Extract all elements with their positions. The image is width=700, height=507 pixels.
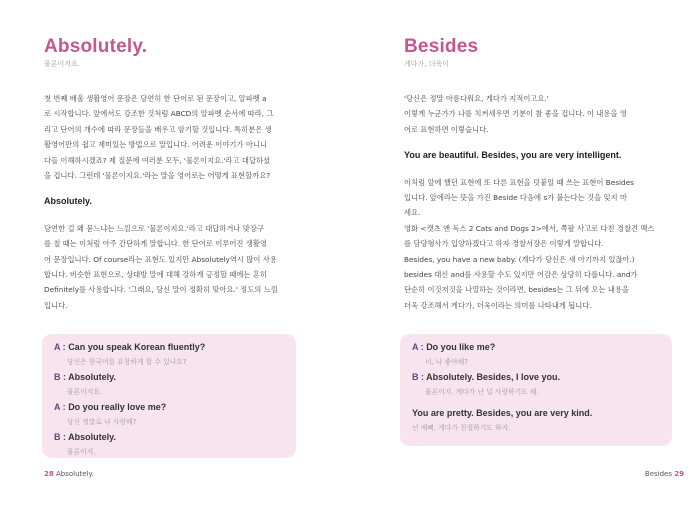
text-line: 단순히 이것저것을 나열하는 것이라면, besides는 그 뒤에 오는 내용을	[404, 285, 629, 295]
text-line: 어 문장입니다. Of course라는 표현도 있지만 Absolutely역시 많이 사용	[44, 254, 277, 264]
text-line: 어로 표현하면 이렇습니다.	[404, 124, 489, 134]
dialog-korean: 당신 정말로 나 사랑해?	[67, 418, 137, 426]
body-text	[404, 91, 676, 313]
text-line: 로 시작합니다. 앞에서도 강조한 것처럼 ABCD의 알파벳 순서에 따라, 그	[44, 109, 274, 119]
dialog-english: Absolutely.	[68, 372, 117, 382]
dialog-korean: 물론이지요.	[67, 388, 102, 396]
speaker-label: A :	[412, 342, 424, 352]
dialog-line	[400, 342, 672, 366]
dialog-english: Absolutely. Besides, I love you.	[426, 372, 561, 382]
text-line: 더욱 강조해서 게다가, 더욱이라는 의미를 나타내게 됩니다.	[404, 300, 592, 310]
dialog-line	[42, 432, 296, 456]
page-footer	[44, 470, 94, 478]
text-line: 을 겁니다. 그런데 '물론이지요.'라는 말을 영어로는 어떻게 표현할까요?	[44, 171, 271, 181]
dialog-korean: 물론이지. 게다가 난 널 사랑하기도 해.	[425, 388, 539, 396]
text-line: 이처럼 앞에 했던 표현에 또 다른 표현을 덧붙일 때 쓰는 표현이 Besides	[404, 177, 634, 187]
paragraph-explanation	[404, 175, 676, 314]
dialog-line	[42, 342, 296, 366]
right-page	[350, 0, 700, 507]
paragraph-intro	[44, 91, 314, 183]
text-line: 리고 단어의 개수에 따라 문장들을 배우고 암기할 것입니다. 특히분은 생	[44, 124, 272, 134]
dialog-line	[42, 402, 296, 426]
body-text	[44, 91, 314, 313]
text-line: 다들 이해하시겠죠? 제 질문에 여러분 모두, '물론이지요.'라고 대답하셨	[44, 155, 271, 165]
dialog-korean: 넌 예뻐. 게다가 친절하기도 하지.	[412, 424, 511, 432]
footer-label: Absolutely.	[55, 470, 94, 478]
dialog-line	[42, 372, 296, 396]
dialog-korean: 물론이지.	[67, 448, 96, 456]
paragraph-intro	[404, 91, 676, 137]
text-line: 를 칠 때는 이처럼 아주 간단하게 말합니다. 한 단어로 이루어진 생활영	[44, 239, 267, 249]
text-line: 합니다. 비슷한 표현으로, 상대방 말에 대해 강하게 긍정할 때에는 흔히	[44, 270, 267, 280]
page-footer	[645, 470, 684, 478]
speaker-label: A :	[54, 402, 66, 412]
text-line: 를 담당형사가 입양하겠다고 하자 경찰서장은 이렇게 말합니다.	[404, 239, 604, 249]
english-expression: You are beautiful. Besides, you are very intelligent.	[404, 150, 622, 161]
dialog-box	[400, 334, 672, 446]
text-line: 이렇게 누군가가 나를 치켜세우면 기분이 참 좋을 겁니다. 이 내용을 영	[404, 109, 627, 119]
english-expression: Absolutely.	[44, 196, 92, 207]
speaker-label: B :	[54, 432, 66, 442]
dialog-english: Absolutely.	[68, 432, 117, 442]
text-line: Definitely를 사용합니다. '그래요, 당신 말이 정확히 맞아요.' 정도의 느낌	[44, 285, 278, 295]
page-title: Absolutely.	[44, 36, 148, 57]
dialog-english: You are pretty. Besides, you are very kind.	[412, 408, 593, 418]
speaker-label: B :	[412, 372, 424, 382]
text-line: besides 대신 and를 사용할 수도 있지만 어감은 상당히 다릅니다. and가	[404, 270, 638, 280]
dialog-box	[42, 334, 296, 458]
dialog-english: Do you really love me?	[68, 402, 167, 412]
page-number: 28	[44, 470, 54, 478]
dialog-korean: 당신은 한국어를 유창하게 할 수 있나요?	[67, 358, 187, 366]
page-number: 29	[674, 470, 684, 478]
paragraph-explanation	[44, 221, 314, 313]
dialog-english: Do you like me?	[426, 342, 496, 352]
text-line: 당연한 걸 왜 묻느냐는 느낌으로 '물론이지요.'라고 대답하거나 맞장구	[44, 223, 264, 233]
speaker-label: B :	[54, 372, 66, 382]
dialog-korean: 너, 나 좋아해?	[425, 358, 468, 366]
text-line: 입니다. 앞에라는 뜻을 가진 Beside 다음에 s가 붙는다는 것을 잊지 마	[404, 193, 627, 203]
text-line: 세요.	[404, 208, 421, 218]
dialog-english: Can you speak Korean fluently?	[68, 342, 206, 352]
page-subtitle: 물론이지요.	[44, 60, 81, 68]
dialog-extra	[400, 408, 672, 432]
text-line: 영화 <캣츠 앤 독스 2 Cats and Dogs 2>에서, 쪽팔 사고로 다친 경찰견 맥스	[404, 223, 655, 233]
page-title: Besides	[404, 36, 479, 57]
text-line: Besides, you have a new baby. (게다가 당신은 새 아기까지 있잖아.)	[404, 254, 635, 264]
text-line: 활영어만의 쉽고 재미있는 방법으로 말입니다. 어려운 이야기가 아니니	[44, 140, 267, 150]
speaker-label: A :	[54, 342, 66, 352]
text-line: 첫 번째 배울 생활영어 문장은 당연히 한 단어로 된 문장이고, 알파벳 a	[44, 94, 267, 103]
footer-label: Besides	[644, 470, 673, 478]
text-line: 입니다.	[44, 300, 68, 310]
dialog-line	[400, 372, 672, 396]
page-subtitle: 게다가, 더욱이	[404, 60, 450, 68]
text-line: '당신은 정말 아름다워요, 게다가 지적이고요.'	[404, 94, 549, 103]
